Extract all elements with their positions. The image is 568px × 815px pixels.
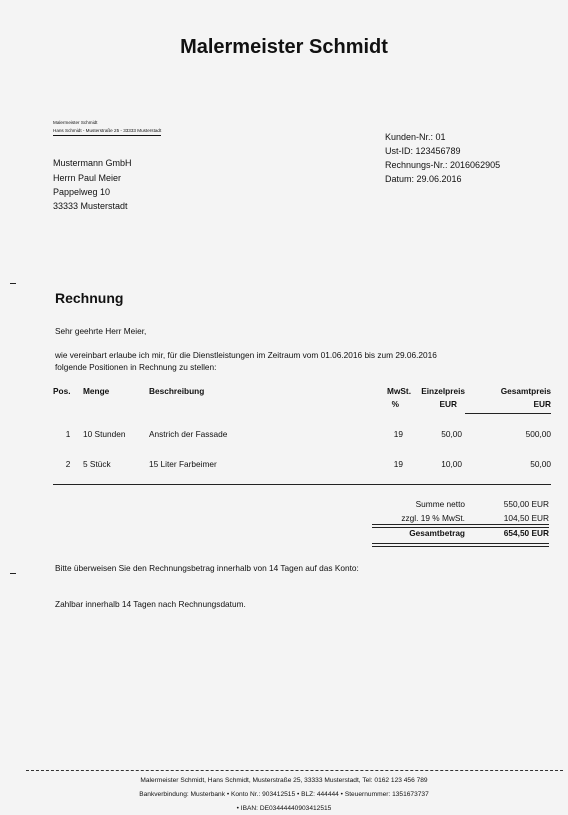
col-unit-unit-price: EUR — [439, 399, 457, 409]
gross-total-value: 654,50 EUR — [503, 528, 549, 538]
recipient-company: Mustermann GmbH — [53, 158, 132, 168]
table-header-unit-row — [53, 399, 551, 413]
fold-mark — [10, 283, 16, 284]
row-desc: 15 Liter Farbeimer — [149, 459, 217, 469]
row-total: 50,00 — [530, 459, 551, 469]
vat-total-value: 104,50 EUR — [503, 513, 549, 523]
recipient-street: Pappelweg 10 — [53, 187, 111, 197]
items-table — [53, 386, 551, 473]
col-header-pos: Pos. — [53, 386, 71, 396]
fold-mark — [10, 573, 16, 574]
company-title: Malermeister Schmidt — [180, 36, 388, 58]
row-desc: Anstrich der Fassade — [149, 429, 228, 439]
row-unit-price: 10,00 — [441, 459, 462, 469]
row-pos: 2 — [65, 459, 71, 469]
invoice-number: Rechnungs-Nr.: 2016062905 — [385, 160, 501, 170]
row-vat: 19 — [393, 459, 403, 469]
invoice-date: Datum: 29.06.2016 — [385, 174, 462, 184]
recipient-city: 33333 Musterstadt — [53, 201, 128, 211]
table-header-row — [53, 386, 551, 399]
footer-address: Malermeister Schmidt, Hans Schmidt, Musterstraße 25, 33333 Musterstadt, Tel: 0162 123 456 789 — [140, 777, 428, 784]
document-heading: Rechnung — [55, 290, 124, 306]
col-header-vat: MwSt. — [387, 386, 411, 396]
row-vat: 19 — [393, 429, 403, 439]
footer-bank: Bankverbindung: Musterbank • Konto Nr.: 903412515 • BLZ: 444444 • Steuernummer: 1351673737 — [139, 791, 429, 798]
footer-iban: • IBAN: DE03444440903412515 — [236, 805, 332, 812]
table-row — [53, 429, 551, 459]
intro-line-2: folgende Positionen in Rechnung zu stellen: — [55, 362, 217, 372]
vat-id: Ust-ID: 123456789 — [385, 146, 461, 156]
payment-terms: Zahlbar innerhalb 14 Tagen nach Rechnungsdatum. — [55, 599, 246, 609]
recipient-person: Herrn Paul Meier — [53, 173, 122, 183]
sender-address-small: Hans Schmidt - Musterstraße 25 - 33333 Musterstadt — [53, 128, 161, 136]
vat-total-label: zzgl. 19 % MwSt. — [401, 513, 465, 523]
row-qty: 5 Stück — [83, 459, 111, 469]
row-pos: 1 — [65, 429, 71, 439]
gross-total-label: Gesamtbetrag — [409, 528, 465, 538]
salutation: Sehr geehrte Herr Meier, — [55, 326, 147, 336]
col-header-qty: Menge — [83, 386, 110, 396]
net-total-value: 550,00 EUR — [503, 499, 549, 509]
grand-total-rule — [372, 543, 549, 547]
customer-number: Kunden-Nr.: 01 — [385, 132, 446, 142]
sender-name-small: Malermeister Schmidt — [53, 120, 98, 125]
col-unit-total: EUR — [465, 399, 551, 413]
row-unit-price: 50,00 — [441, 429, 462, 439]
table-bottom-rule — [53, 484, 551, 485]
payment-request: Bitte überweisen Sie den Rechnungsbetrag innerhalb von 14 Tagen auf das Konto: — [55, 563, 359, 573]
col-unit-vat: % — [391, 399, 399, 409]
row-qty: 10 Stunden — [83, 429, 126, 439]
col-header-total: Gesamtpreis — [500, 386, 551, 396]
col-header-unit-price: Einzelpreis — [421, 386, 465, 396]
net-total-label: Summe netto — [415, 499, 465, 509]
row-total: 500,00 — [525, 429, 551, 439]
intro-line-1: wie vereinbart erlaube ich mir, für die Dienstleistungen im Zeitraum vom 01.06.2016 bis zum 29.06.2016 — [55, 350, 437, 360]
table-row — [53, 459, 551, 473]
col-header-desc: Beschreibung — [149, 386, 205, 396]
footer-rule — [26, 770, 563, 771]
